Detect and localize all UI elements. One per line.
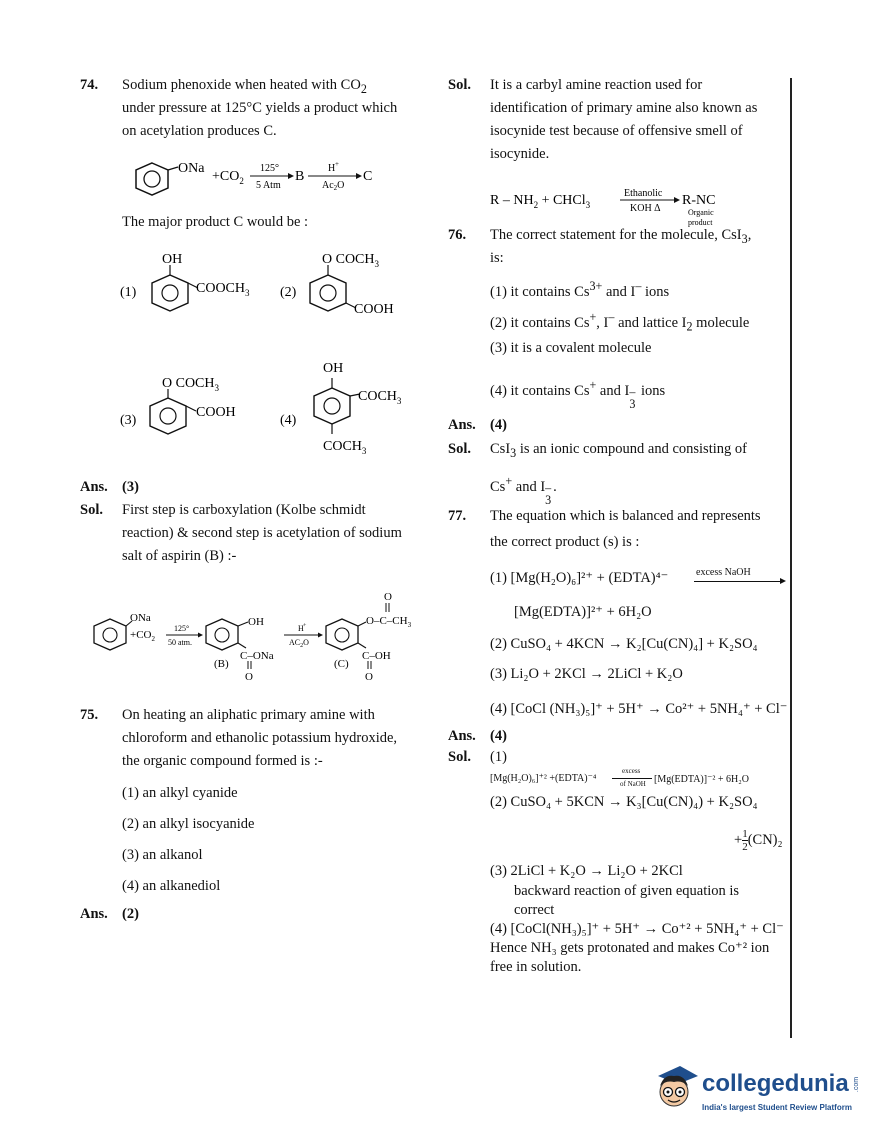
q74-solution-line1: First step is carboxylation (Kolbe schmidt	[122, 502, 366, 518]
question-74-text-line2: under pressure at 125°C yields a product which	[122, 100, 398, 116]
sol-oh: OH	[248, 616, 264, 628]
option-4-top: OH	[323, 361, 344, 376]
q74-solution-label: Sol.	[80, 502, 103, 518]
sol-o-top: O	[384, 591, 392, 603]
co2-label: $+CO_2$	[212, 169, 244, 186]
sol-c-label: (C)	[334, 658, 349, 670]
q77-answer-label: Ans.	[448, 728, 476, 744]
q74-solution-scheme	[88, 585, 438, 685]
sol-o1: O	[245, 671, 253, 683]
q77-solution-2b: + $\frac{1}{2}$ (CN)₂	[734, 828, 783, 853]
q75-option-3: (3) an alkanol	[122, 847, 203, 863]
option-1-top: OH	[162, 252, 183, 267]
q77-solution-4: (4) [CoCl(NH₃)₅]⁺ + 5H⁺ → Co⁺² + 5NH₄⁺ + Cl⁻	[490, 921, 784, 937]
q74-solution-line2: reaction) & second step is acetylation of sodium	[122, 525, 402, 541]
q74-options-row2	[118, 356, 418, 461]
product-c: C	[363, 169, 373, 184]
ac2o-label: $Ac_2O$	[322, 180, 345, 192]
sol-ring-1	[94, 619, 126, 650]
collegedunia-mascot-icon	[650, 1062, 698, 1114]
product-b: B	[295, 169, 305, 184]
q77-solution-1-above: excess	[622, 767, 641, 775]
q76-answer-label: Ans.	[448, 417, 476, 433]
sol-coh: C–OH	[362, 650, 391, 662]
q75-option-4: (4) an alkanediol	[122, 878, 221, 894]
option-2-ring	[310, 275, 346, 311]
q74-answer-label: Ans.	[80, 479, 108, 495]
q74-reaction-scheme	[130, 155, 400, 205]
option-4-label: (4)	[280, 413, 297, 428]
option-1-label: (1)	[120, 285, 137, 300]
q77-option-2: (2) CuSO₄ + 4KCN → K₂[Cu(CN)₄] + K₂SO₄	[490, 636, 758, 652]
q75-carbylamine-reaction	[488, 180, 788, 230]
reaction-lhs: R – $NH_2$ + CHCl$_3$	[490, 193, 591, 210]
q77-solution-1-lhs: [Mg(H₂O)₆]⁺² +(EDTA)⁻⁴	[490, 773, 597, 784]
q77-solution-6: free in solution.	[490, 959, 582, 975]
q76-solution-line1: CsI$_3$ is an ionic compound and consisting of	[490, 441, 747, 460]
option-1-side: $COOCH_3$	[196, 281, 250, 298]
sol-co2: $+CO_2$	[130, 629, 155, 643]
option-4-bottom: $COCH_3$	[323, 439, 367, 456]
option-3-side: COOH	[196, 405, 236, 420]
sol-ona: ONa	[130, 612, 151, 624]
question-74-prompt: The major product C would be :	[122, 214, 309, 230]
question-77-text-line2: the correct product (s) is :	[490, 534, 640, 550]
q77-option-3: (3) Li₂O + 2KCl → 2LiCl + K₂O	[490, 666, 683, 682]
q77-solution-1-arrow	[612, 778, 652, 779]
option-1-ring	[152, 275, 188, 311]
question-74-number: 74.	[80, 77, 99, 93]
reaction-note1: Organic	[688, 208, 714, 217]
sol-ring-3	[326, 619, 358, 650]
q76-solution-label: Sol.	[448, 441, 471, 457]
sol-temp: 125°	[174, 624, 190, 633]
sol-o2: O	[365, 671, 373, 683]
q77-solution-3a: (3) 2LiCl + K₂O → Li₂O + 2KCl	[490, 863, 683, 879]
q77-option-1-arrow-label: excess NaOH	[696, 567, 751, 578]
q74-answer: (3)	[122, 479, 139, 495]
h-label: H	[328, 163, 336, 174]
option-4-ring	[314, 388, 350, 424]
ona-label: ONa	[178, 161, 205, 176]
reaction-below: KOH Δ	[630, 203, 661, 214]
arrow-head-icon	[780, 578, 786, 584]
question-75-text-line2: chloroform and ethanolic potassium hydroxide,	[122, 730, 398, 746]
svg-text:+: +	[303, 623, 307, 629]
question-76-number: 76.	[448, 227, 467, 243]
option-2-top: O $COCH_3$	[322, 252, 380, 269]
q77-solution-3c: correct	[514, 902, 555, 918]
option-3-top: O $COCH_3$	[162, 376, 220, 393]
q75-solution-line1: It is a carbyl amine reaction used for	[490, 77, 703, 93]
brand-name: collegedunia .com	[702, 1070, 860, 1097]
brand-tagline: India's largest Student Review Platform	[702, 1103, 852, 1112]
q76-option-2: (2) it contains Cs+, I– and lattice $I_2$ molecule	[490, 310, 750, 334]
q77-option-1b: [Mg(EDTA)]²⁺ + 6H₂O	[514, 604, 652, 620]
q77-answer: (4)	[490, 728, 507, 744]
q75-option-1: (1) an alkyl cyanide	[122, 785, 238, 801]
q75-answer: (2)	[122, 906, 139, 922]
question-77-text-line1: The equation which is balanced and represents	[490, 508, 761, 524]
sol-pressure: 50 atm.	[168, 638, 192, 647]
reaction-rhs: R-NC	[682, 193, 716, 208]
aromatic-circle	[144, 171, 160, 187]
q77-solution-label: Sol.	[448, 749, 471, 765]
question-75-number: 75.	[80, 707, 99, 723]
q74-solution-line3: salt of aspirin (B) :-	[122, 548, 237, 564]
question-76-text-line2: is:	[490, 250, 504, 266]
option-4-side: $COCH_3$	[358, 389, 402, 406]
temp-label: 125°	[260, 163, 279, 174]
option-2-bottom: COOH	[354, 302, 394, 317]
question-76-text-line1: The correct statement for the molecule, CsI$_3$,	[490, 227, 752, 246]
svg-text:+: +	[335, 160, 339, 168]
reaction-above: Ethanolic	[624, 188, 663, 199]
q75-solution-line4: isocynide.	[490, 146, 550, 162]
q76-option-3: (3) it is a covalent molecule	[490, 340, 652, 356]
column-divider	[790, 78, 792, 1038]
question-75-text-line1: On heating an aliphatic primary amine with	[122, 707, 375, 723]
q76-option-1: (1) it contains $Cs^{3+}$ and I– ions	[490, 279, 670, 300]
pressure-label: 5 Atm	[256, 180, 281, 191]
q77-solution-5: Hence NH₃ gets protonated and makes Co⁺² ion	[490, 940, 770, 956]
option-3-label: (3)	[120, 413, 137, 428]
question-75-text-line3: the organic compound formed is :-	[122, 753, 323, 769]
q75-solution-label: Sol.	[448, 77, 471, 93]
q76-answer: (4)	[490, 417, 507, 433]
q76-solution-line2: Cs+ and I – 3 .	[490, 474, 557, 507]
sol-ester: $O-C-CH_3$	[366, 615, 412, 629]
q77-option-1a: (1) [Mg(H₂O)₆]²⁺ + (EDTA)⁴⁻	[490, 570, 669, 586]
sol-cona: C–ONa	[240, 650, 274, 662]
q77-solution-1-rhs: [Mg(EDTA)]⁻² + 6H₂O	[654, 774, 749, 785]
option-3-ring	[150, 398, 186, 434]
question-74-text-line1: Sodium phenoxide when heated with $CO_2$	[122, 77, 367, 96]
option-2-label: (2)	[280, 285, 297, 300]
question-77-number: 77.	[448, 508, 467, 524]
q77-solution-1-below: of NaOH	[620, 780, 646, 788]
sol-b-label: (B)	[214, 658, 229, 670]
q74-options-row1	[118, 248, 418, 333]
q75-option-2: (2) an alkyl isocyanide	[122, 816, 255, 832]
q77-solution-3b: backward reaction of given equation is	[514, 883, 740, 899]
q77-solution-2: (2) CuSO₄ + 5KCN → K₃[Cu(CN)₄) + K₂SO₄	[490, 794, 758, 810]
benzene-ring	[136, 163, 168, 195]
question-74-text-line3: on acetylation produces C.	[122, 123, 277, 139]
q77-solution-1-label: (1)	[490, 749, 507, 765]
reaction-note2: product	[688, 218, 713, 227]
sol-ac2o: $AC_2O$	[289, 638, 309, 649]
q75-answer-label: Ans.	[80, 906, 108, 922]
q77-option-1-arrow	[694, 581, 782, 582]
sol-h: H	[298, 624, 304, 633]
q75-solution-line3: isocynide test because of offensive smell of	[490, 123, 743, 139]
q75-solution-line2: identification of primary amine also known as	[490, 100, 758, 116]
q76-option-4: (4) it contains Cs+ and I – 3 ions	[490, 378, 666, 411]
sol-ring-2	[206, 619, 238, 650]
q77-option-4: (4) [CoCl (NH₃)₅]⁺ + 5H⁺ → Co²⁺ + 5NH₄⁺ + Cl⁻	[490, 701, 788, 717]
